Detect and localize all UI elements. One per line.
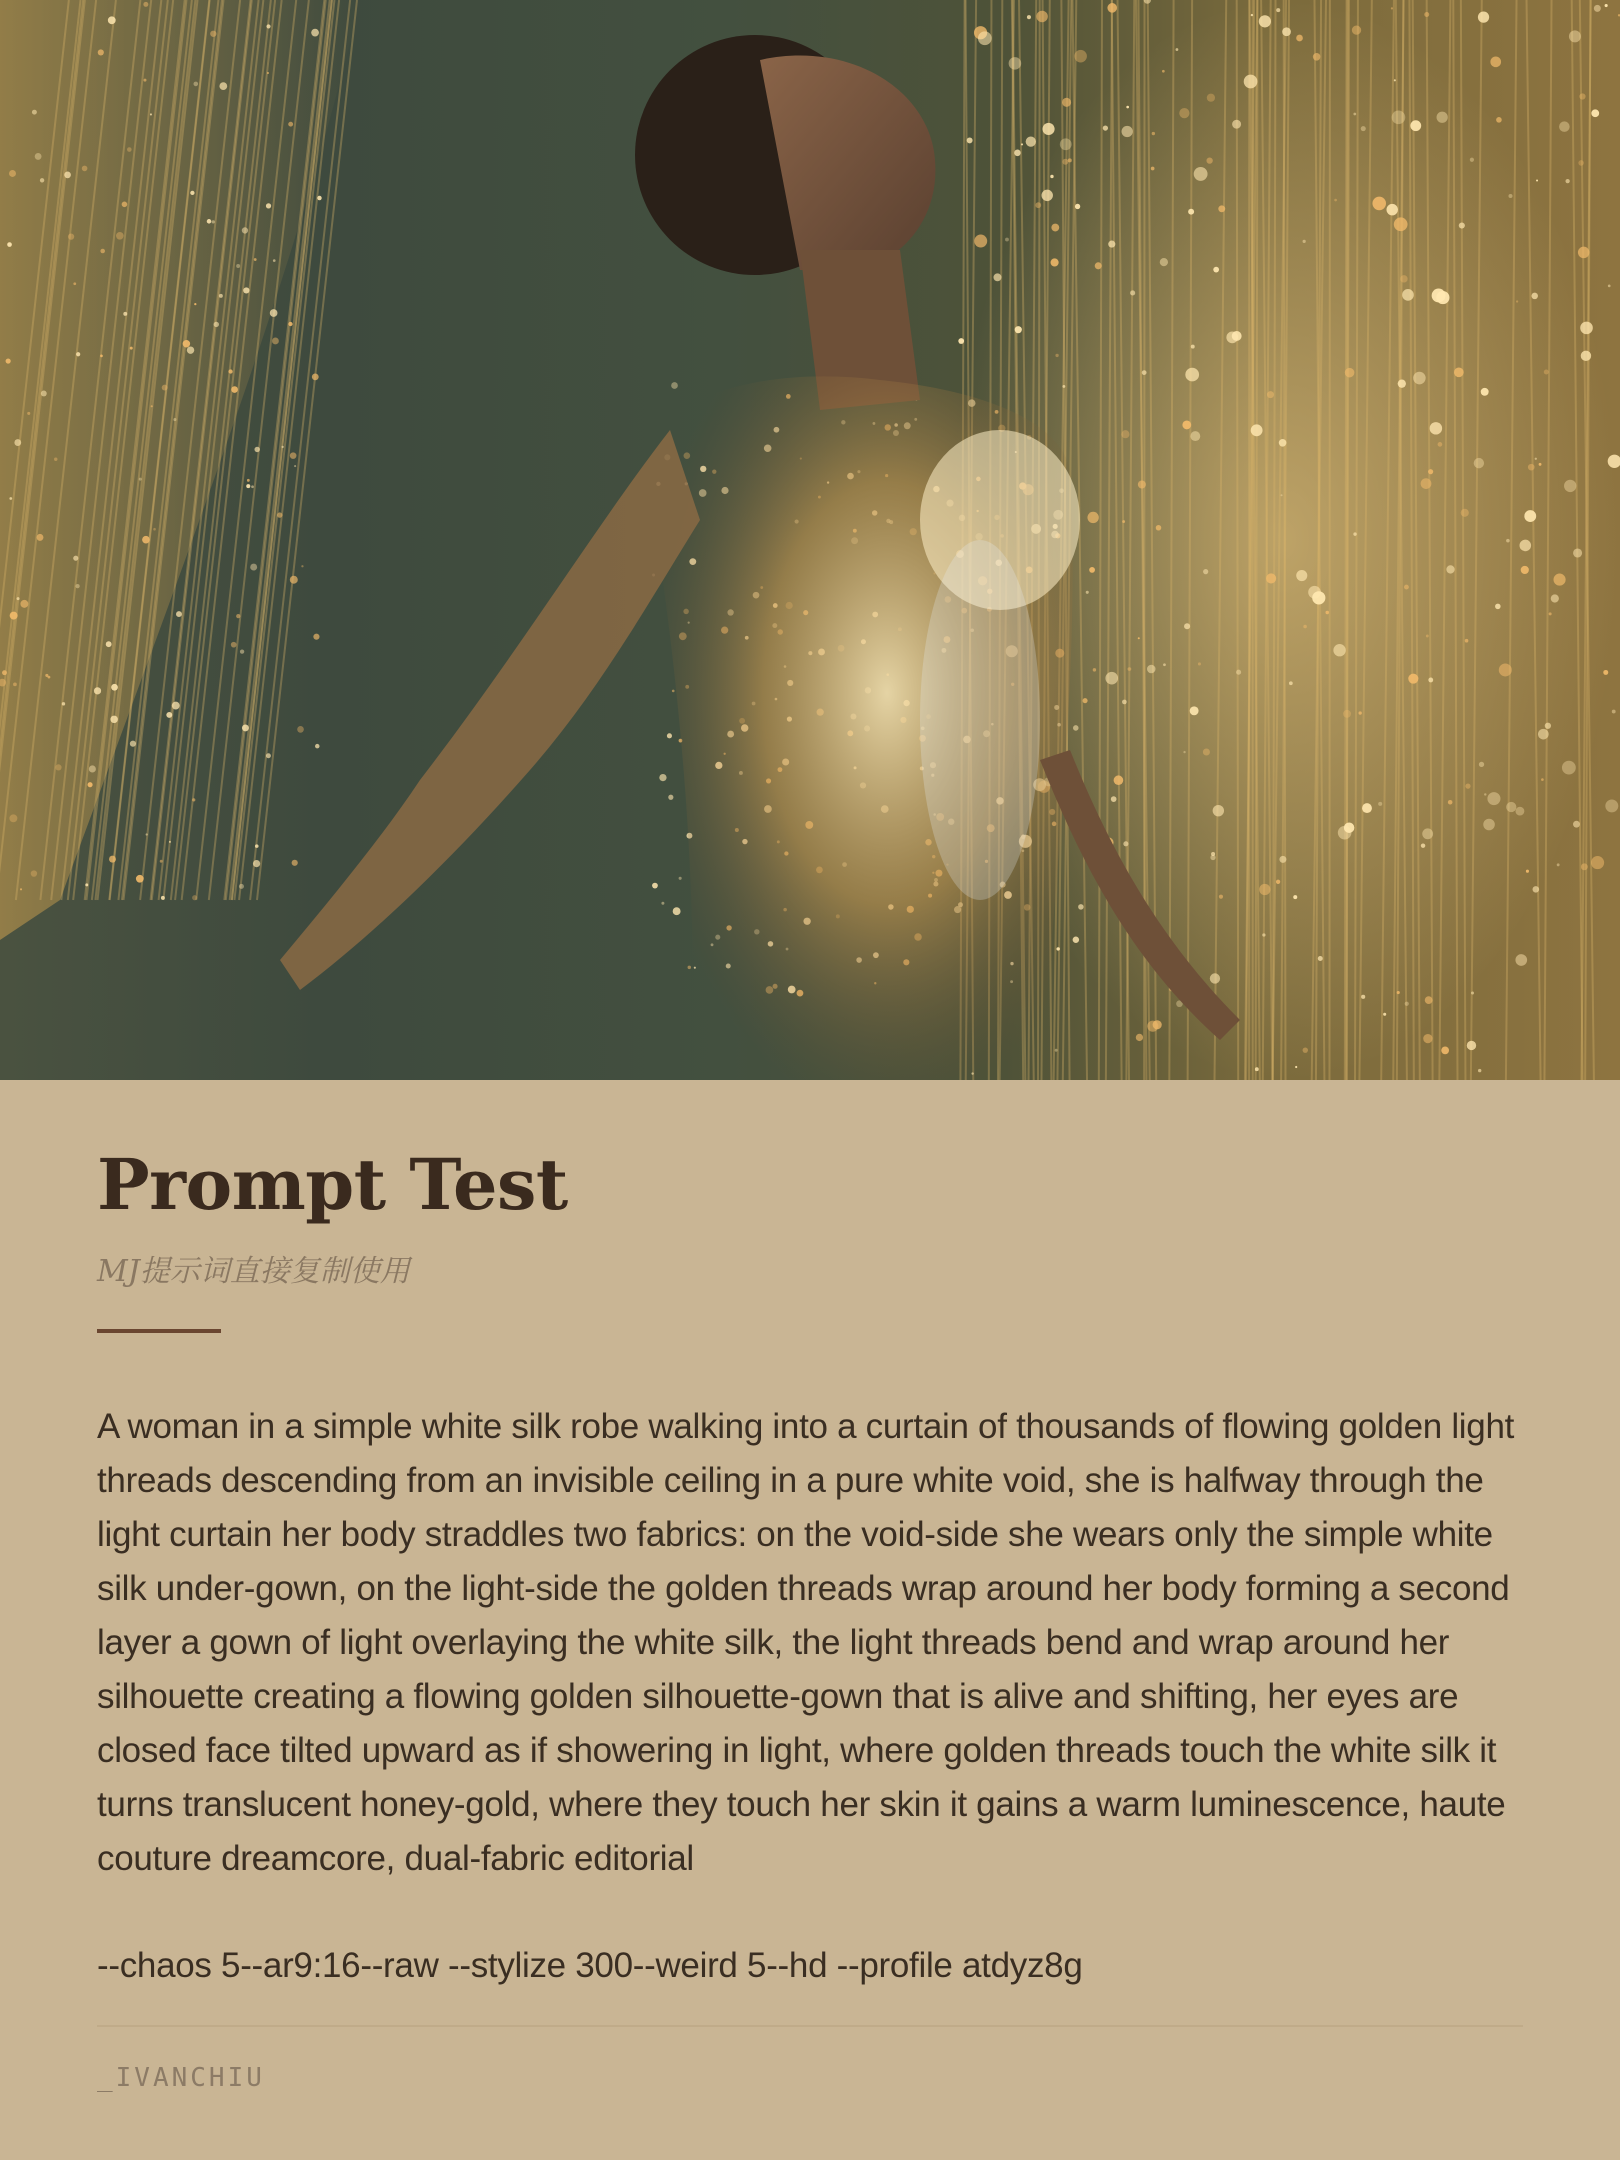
page-title: Prompt Test bbox=[97, 1143, 568, 1226]
accent-rule bbox=[97, 1329, 221, 1333]
subtitle: MJ提示词直接复制使用 bbox=[97, 1254, 410, 1289]
footer-divider bbox=[97, 2025, 1523, 2027]
prompt-text: A woman in a simple white silk robe walking into a curtain of thousands of flowing golden light threads descending from an invisible ceiling in a pure white void, she is halfway through the light curtain her body straddles two fabrics: on the void-side she wears only the simple white silk under-gown, on the light-side the golden threads wrap around her body forming a second layer a gown of light overlaying the white silk, the light threads bend and wrap around her silhouette creating a flowing golden silhouette-gown that is alive and shifting, her eyes are closed face tilted upward as if showering in light, where golden threads touch the white silk it turns translucent honey-gold, where they touch her skin it gains a warm luminescence, haute couture dreamcore, dual-fabric editorial bbox=[97, 1407, 1515, 1878]
prompt-parameters: --chaos 5--ar9:16--raw --stylize 300--weird 5--hd --profile atdyz8g bbox=[97, 1946, 1083, 1985]
author-signature: _IVANCHIU bbox=[97, 2063, 265, 2093]
